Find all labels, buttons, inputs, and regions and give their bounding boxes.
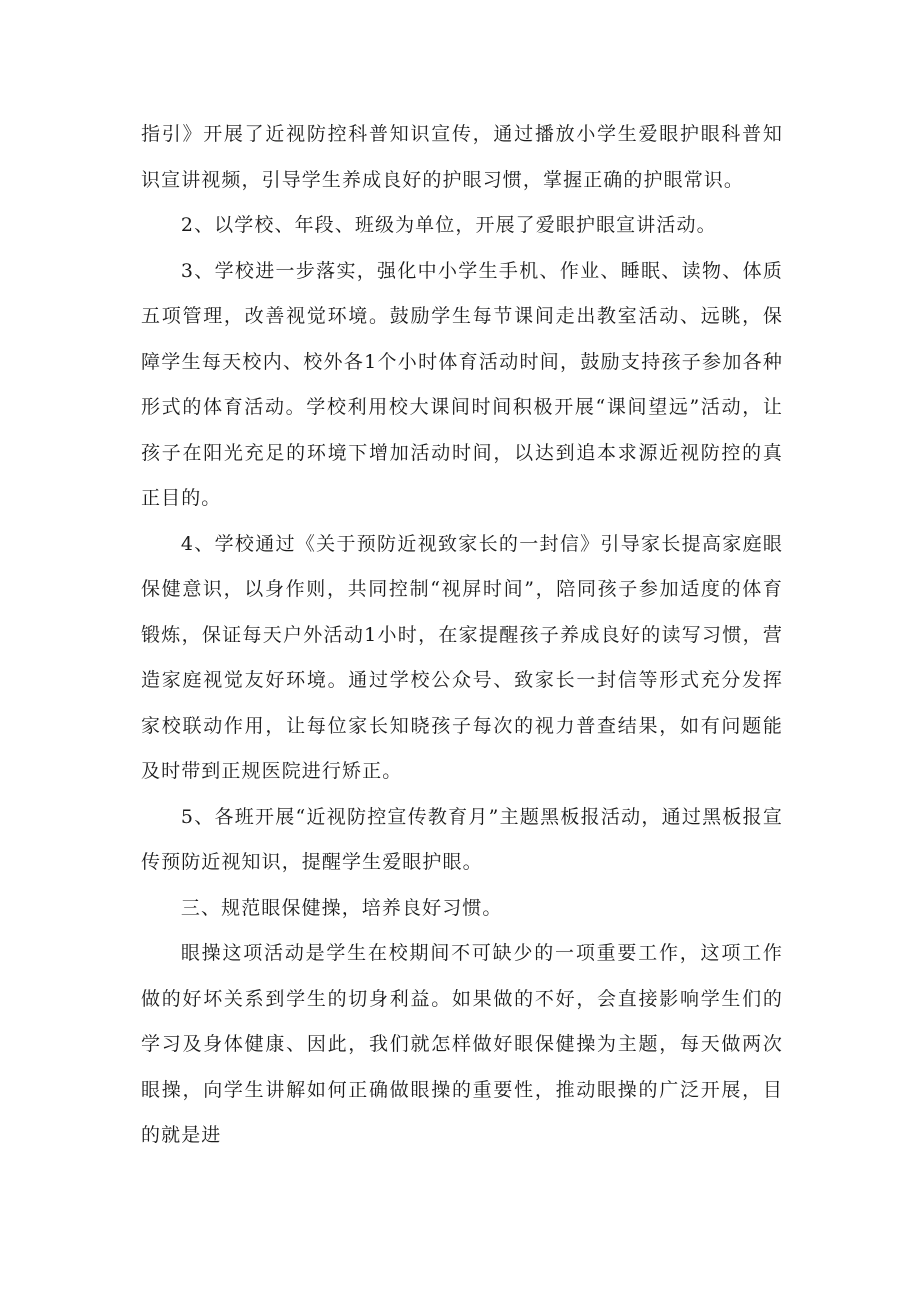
paragraph-item-3: 3、学校进一步落实，强化中小学生手机、作业、睡眠、读物、体质五项管理，改善视觉环境。鼓励学生每节课间走出教室活动、远眺，保障学生每天校内、校外各1个小时体育活动时间，鼓励支持孩子参加各种形式的体育活动。学校利用校大课间时间积极开展“课间望远”活动，让孩子在阳光充足的环境下增加活动时间，以达到追本求源近视防控的真正目的。	[141, 259, 783, 509]
section-heading-3: 三、规范眼保健操，培养良好习惯。	[180, 896, 503, 919]
paragraph-eye-exercise: 眼操这项活动是学生在校期间不可缺少的一项重要工作，这项工作做的好坏关系到学生的切身利益。如果做的不好，会直接影响学生们的学习及身体健康、因此，我们就怎样做好眼保健操为主题，每天做两次眼操，向学生讲解如何正确做眼操的重要性，推动眼操的广泛开展，目的就是进	[141, 942, 783, 1146]
document-page	[141, 112, 783, 1159]
paragraph-item-5: 5、各班开展“近视防控宣传教育月”主题黑板报活动，通过黑板报宣传预防近视知识，提醒学生爱眼护眼。	[141, 805, 783, 873]
paragraph-item-4: 4、学校通过《关于预防近视致家长的一封信》引导家长提高家庭眼保健意识，以身作则，共同控制“视屏时间”，陪同孩子参加适度的体育锻炼，保证每天户外活动1小时，在家提醒孩子养成良好的读写习惯，营造家庭视觉友好环境。通过学校公众号、致家长一封信等形式充分发挥家校联动作用，让每位家长知晓孩子每次的视力普查结果，如有问题能及时带到正规医院进行矫正。	[141, 532, 783, 782]
paragraph-item-2: 2、以学校、年段、班级为单位，开展了爱眼护眼宣讲活动。	[180, 214, 717, 236]
paragraph-continuation: 指引》开展了近视防控科普知识宣传，通过播放小学生爱眼护眼科普知识宣讲视频，引导学生养成良好的护眼习惯，掌握正确的护眼常识。	[141, 123, 783, 191]
